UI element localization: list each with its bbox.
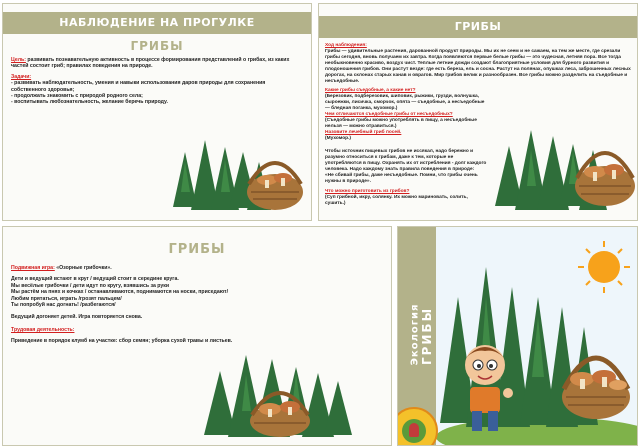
card-mushrooms-observation xyxy=(318,3,638,221)
answer: (Суп грибной, икру, солянку. Их можно мариновать, солить, сушить.) xyxy=(325,195,468,206)
paragraph: Чтобы источник пищевых грибов не иссякал, надо бережно и разумно относиться к грибам, даже к тем, которые не употребляются в пищу. Охранять их от истребления - долг каждого человека. Надо каждому знать правила поведения в природе: xyxy=(325,149,487,172)
cover-label-top: Экология xyxy=(409,303,421,366)
forest-basket-illustration xyxy=(487,106,637,216)
task-item: - развивать наблюдательность, умения и навыки использования даров природы для сохранения собственного здоровья; xyxy=(11,80,266,93)
card1-header-band: НАБЛЮДЕНИЕ НА ПРОГУЛКЕ xyxy=(3,12,311,34)
logo-figure xyxy=(409,423,419,437)
obs-text: Грибы — удивительные растения, дарованной продукт природы. Мы их не сеем и не сажаем, на тем же месте, где срезали грибы сегодня, вновь получаем их завтра. Когда появляются первые белые грибы — это чудесная, летняя пора. Все тогда необыкновенно красиво, воздух чист. Теплые летние дожди создают благоприятные условия для бурного развития и плодоношения грибов. Они растут везде: где есть береза, ель и сосна. Растут на полянах, опушках леса, заброшенных лесных дорогах, на склонах старых канав и оврагов. Мир грибов велик и разнообразен. Все грибы можно разделить на съедобные и несъедобные. xyxy=(325,49,631,84)
labor-text: Приведение в порядок клумб на участке: сбор семян; уборка сухой травы и листьев. xyxy=(11,338,233,345)
question: Какие грибы съедобные, а какие нет? xyxy=(325,88,416,93)
cover-illustration xyxy=(436,227,638,446)
question: Назовите лечебный гриб посей. xyxy=(325,130,402,135)
game-line: Дети и ведущий встают в круг / ведущий стоит в середине круга. xyxy=(11,276,179,283)
game-line: Мы растём на пнях и кочках / останавливаются, поднимаются на носки, приседают/ xyxy=(11,289,229,296)
task-item: - воспитывать любознательность, желание беречь природу. xyxy=(11,99,168,106)
goal-text: развивать познавательную активность в процессе формирования представлений о грибах, из каких частей состоит гриб; правилах поведения на природе. xyxy=(11,57,290,70)
forest-basket-illustration xyxy=(163,122,312,217)
tasks-label: Задачи: xyxy=(11,73,32,80)
obs-label: Ход наблюдения: xyxy=(325,43,367,48)
question: Чем отличаются съедобные грибы от несъедобных? xyxy=(325,112,453,117)
answer: (Съедобные грибы можно употреблять в пищу, а несъедобные нельзя — можно отравиться.) xyxy=(325,118,477,129)
game-name: «Озорные грибочки». xyxy=(54,265,112,271)
game-line: Любим прятаться, играть /грозят пальцем/ xyxy=(11,295,122,302)
card3-title: ГРИБЫ xyxy=(168,242,226,257)
goal-label: Цель: xyxy=(11,57,26,63)
labor-label: Трудовая деятельность: xyxy=(11,326,75,333)
question: Что можно приготовить из грибов? xyxy=(325,189,410,194)
card-observation-walk xyxy=(2,3,312,221)
card2-qa xyxy=(325,88,487,207)
sun-icon xyxy=(578,241,630,293)
card1-title: ГРИБЫ xyxy=(130,39,184,53)
answer: (Мухомор.) xyxy=(325,136,352,141)
forest-basket-illustration xyxy=(198,331,368,441)
answer: (Березовик, подберезовик, шиповик, рыжики, грузди, волнушка, сыроежки, лисичка, сморчок, опята — съедобные, а несъедобные — бледная поганка, мухомор.) xyxy=(325,94,485,111)
task-item: - продолжать знакомить с природой родного села; xyxy=(11,93,143,100)
game-label: Подвижная игра: xyxy=(11,265,55,271)
game-line: Ты попробуй нас догнать! /разбегаются/ xyxy=(11,302,116,309)
card2-header-band: ГРИБЫ xyxy=(319,16,637,38)
card-cover-ecology xyxy=(397,226,638,446)
game-line: Мы весёлые грибочки / дети идут по кругу, взявшись за руки xyxy=(11,282,170,289)
paragraph: «Не сбивай грибы, даже несъедобные. Помни, что грибы очень нужны в природе». xyxy=(325,173,478,184)
cover-label-bottom: ГРИБЫ xyxy=(420,306,434,366)
mushroom-basket xyxy=(562,358,630,419)
game-end: Ведущий догоняет детей. Игра повторяется снова. xyxy=(11,314,143,321)
card1-body xyxy=(11,57,301,106)
card2-body xyxy=(325,43,631,88)
card-outdoor-game xyxy=(2,226,392,446)
